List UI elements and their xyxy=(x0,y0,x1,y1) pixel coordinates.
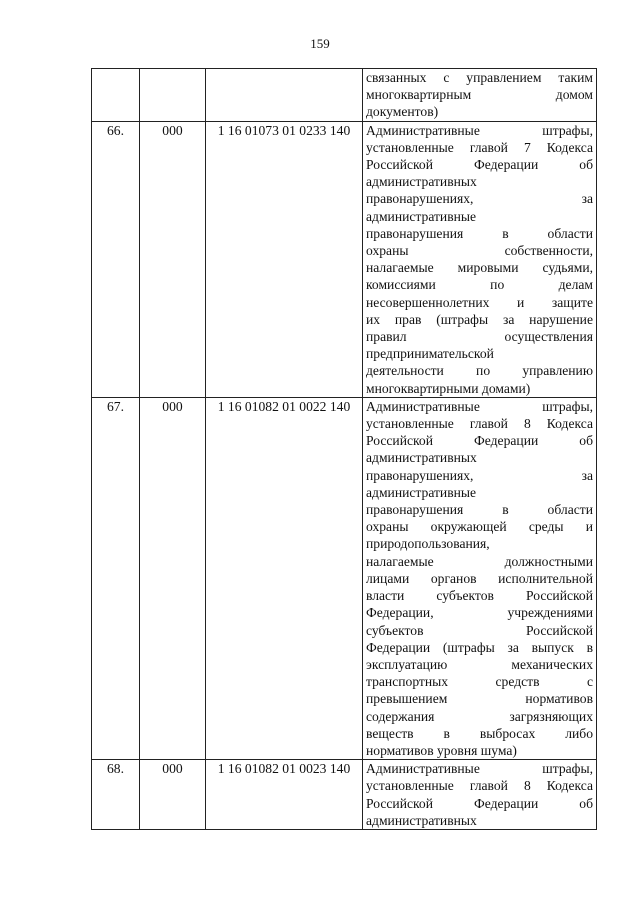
revenue-name-line: превышением нормативов xyxy=(366,691,593,707)
budget-classification-code-cell xyxy=(206,69,363,122)
table-row xyxy=(92,69,597,122)
revenue-name-line: Российской Федерации об xyxy=(366,433,593,449)
admin-code-cell: 000 xyxy=(140,760,206,830)
revenue-name-line: содержания загрязняющих xyxy=(366,708,593,724)
revenue-name-line: налагаемые должностными xyxy=(366,553,593,569)
revenue-name-line: нормативов уровня шума) xyxy=(366,742,517,758)
revenue-name-line: правонарушениях, за xyxy=(366,467,593,483)
revenue-name-line: установленные главой 7 Кодекса xyxy=(366,139,593,155)
revenue-name-line: правил осуществления xyxy=(366,329,593,345)
revenue-name-line: установленные главой 8 Кодекса xyxy=(366,416,593,432)
revenue-name-line: власти субъектов Российской xyxy=(366,588,593,604)
table-row xyxy=(92,397,597,759)
revenue-name-line: транспортных средств с xyxy=(366,674,593,690)
revenue-name-line: субъектов Российской xyxy=(366,622,593,638)
revenue-name-line: веществ в выбросах либо xyxy=(366,725,593,741)
revenue-name-line: природопользования, xyxy=(366,536,490,552)
revenue-name-line: лицами органов исполнительной xyxy=(366,570,593,586)
revenue-name-cell xyxy=(363,69,597,122)
revenue-name-line: правонарушения в области xyxy=(366,502,593,518)
budget-classification-code-cell: 1 16 01082 01 0022 140 xyxy=(206,397,363,759)
table-body xyxy=(92,69,597,830)
admin-code-cell: 000 xyxy=(140,397,206,759)
budget-classification-code-cell: 1 16 01073 01 0233 140 xyxy=(206,121,363,397)
revenue-name-line: многоквартирным домом xyxy=(366,87,593,103)
revenue-name-cell xyxy=(363,397,597,759)
row-number-cell: 67. xyxy=(92,397,140,759)
revenue-name-line: административные xyxy=(366,484,477,500)
row-number-cell: 66. xyxy=(92,121,140,397)
table-row xyxy=(92,760,597,830)
revenue-name-line: связанных с управлением таким xyxy=(366,70,593,85)
revenue-name-line: правонарушения в области xyxy=(366,225,593,241)
budget-classification-code-cell: 1 16 01082 01 0023 140 xyxy=(206,760,363,830)
revenue-name-line: Административные штрафы, xyxy=(366,398,593,414)
revenue-name-cell xyxy=(363,760,597,830)
table-row xyxy=(92,121,597,397)
revenue-name-line: их прав (штрафы за нарушение xyxy=(366,311,593,327)
admin-code-cell: 000 xyxy=(140,121,206,397)
revenue-name-line: административных xyxy=(366,812,477,828)
revenue-name-line: налагаемые мировыми судьями, xyxy=(366,260,593,276)
revenue-name-line: охраны окружающей среды и xyxy=(366,519,593,535)
row-number-cell xyxy=(92,69,140,122)
revenue-name-line: установленные главой 8 Кодекса xyxy=(366,778,593,794)
revenue-name-line: административных xyxy=(366,450,477,466)
revenue-name-line: несовершеннолетних и защите xyxy=(366,294,593,310)
revenue-name-line: комиссиями по делам xyxy=(366,277,593,293)
budget-codes-table xyxy=(91,68,597,830)
row-number-cell: 68. xyxy=(92,760,140,830)
revenue-name-line: Административные штрафы, xyxy=(366,122,593,138)
revenue-name-line: многоквартирными домами) xyxy=(366,380,531,396)
revenue-name-line: Административные штрафы, xyxy=(366,761,593,777)
revenue-name-cell xyxy=(363,121,597,397)
revenue-name-line: эксплуатацию механических xyxy=(366,656,593,672)
revenue-name-line: охраны собственности, xyxy=(366,243,593,259)
revenue-name-line: административные xyxy=(366,208,477,224)
revenue-name-line: Российской Федерации об xyxy=(366,157,593,173)
page-number: 159 xyxy=(310,36,330,51)
admin-code-cell xyxy=(140,69,206,122)
revenue-name-line: Российской Федерации об xyxy=(366,795,593,811)
revenue-name-line: Федерации (штрафы за выпуск в xyxy=(366,639,593,655)
revenue-name-line: правонарушениях, за xyxy=(366,191,593,207)
revenue-name-line: документов) xyxy=(366,104,439,120)
revenue-name-line: предпринимательской xyxy=(366,346,494,362)
revenue-name-line: Федерации, учреждениями xyxy=(366,605,593,621)
revenue-name-line: административных xyxy=(366,174,477,190)
revenue-name-line: деятельности по управлению xyxy=(366,363,593,379)
